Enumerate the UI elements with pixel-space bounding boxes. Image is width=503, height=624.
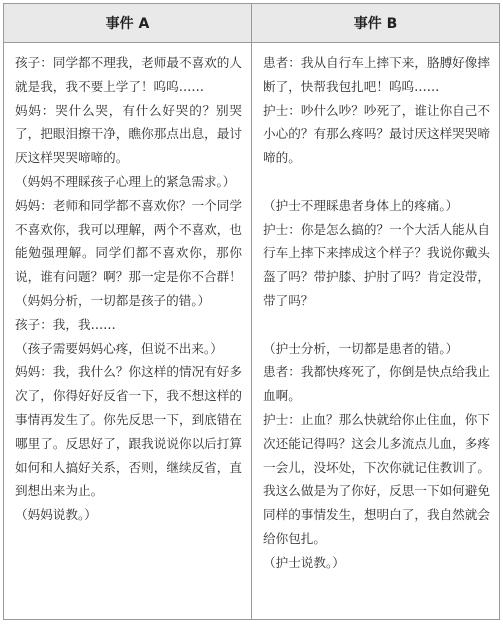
header-event-b: 事件 B xyxy=(251,4,499,42)
event-b-column xyxy=(251,43,499,619)
event-b-dialogue: 护士：吵什么吵？吵死了，谁让你自己不小心的？有那么疼吗？最讨厌这样哭哭啼啼的。 xyxy=(263,102,490,166)
event-b-note: （护士说教。） xyxy=(263,554,345,570)
event-a-dialogue: 妈妈：我，我什么？你这样的情况有好多次了，你得好好反省一下，我不想这样的事情再发生了。你先反思一下，到底错在哪里了。反思好了，跟我说说你以后打算如何和人搞好关系，否则，继续反省，直到想出来为止。 xyxy=(15,364,242,499)
event-a-dialogue: 孩子：同学都不理我，老师最不喜欢的人就是我，我不要上学了！呜呜…… xyxy=(15,55,242,94)
event-a-note: （妈妈说教。） xyxy=(15,507,97,523)
event-b-note: （护士不理睬患者身体上的疼痛。） xyxy=(263,197,459,213)
header-event-a: 事件 A xyxy=(105,16,150,32)
event-a-note: （妈妈分析，一切都是孩子的错。） xyxy=(15,292,211,308)
event-a-note: （孩子需要妈妈心疼，但说不出来。） xyxy=(15,340,223,356)
event-a-column xyxy=(4,43,251,619)
event-a-dialogue: 妈妈：哭什么哭，有什么好哭的？别哭了，把眼泪擦干净，瞧你那点出息，最讨厌这样哭哭啼啼的。 xyxy=(15,102,242,166)
event-a-dialogue: 孩子：我，我…… xyxy=(15,316,116,332)
event-a-dialogue: 妈妈：老师和同学都不喜欢你？一个同学不喜欢你，我可以理解，两个不喜欢，也能勉强理解。同学们都不喜欢你，那你说，谁有问题？啊？那一定是你不合群！ xyxy=(15,197,242,285)
event-b-spacer xyxy=(263,313,490,337)
table-header xyxy=(4,4,499,43)
event-a-note: （妈妈不理睬孩子心理上的紧急需求。） xyxy=(15,173,236,189)
event-b-spacer xyxy=(263,170,490,194)
event-b-dialogue: 护士：你是怎么搞的？一个大活人能从自行车上摔下来摔成这个样子？我说你戴头盔了吗？带护膝、护肘了吗？肯定没带，带了吗？ xyxy=(263,221,490,308)
table-body xyxy=(4,43,499,619)
event-b-dialogue: 患者：我从自行车上摔下来，胳膊好像摔断了，快帮我包扎吧！呜呜…… xyxy=(263,55,490,94)
comparison-table xyxy=(3,3,500,620)
event-b-dialogue: 护士：止血？那么快就给你止住血，你下次还能记得吗？这会儿多流点儿血，多疼一会儿，没坏处，下次你就记住教训了。我这么做是为了你好，反思一下如何避免同样的事情发生，想明白了，我自然就会给你包扎。 xyxy=(263,411,490,546)
event-b-note: （护士分析，一切都是患者的错。） xyxy=(263,340,459,356)
event-b-dialogue: 患者：我都快疼死了，你倒是快点给我止血啊。 xyxy=(263,364,490,404)
